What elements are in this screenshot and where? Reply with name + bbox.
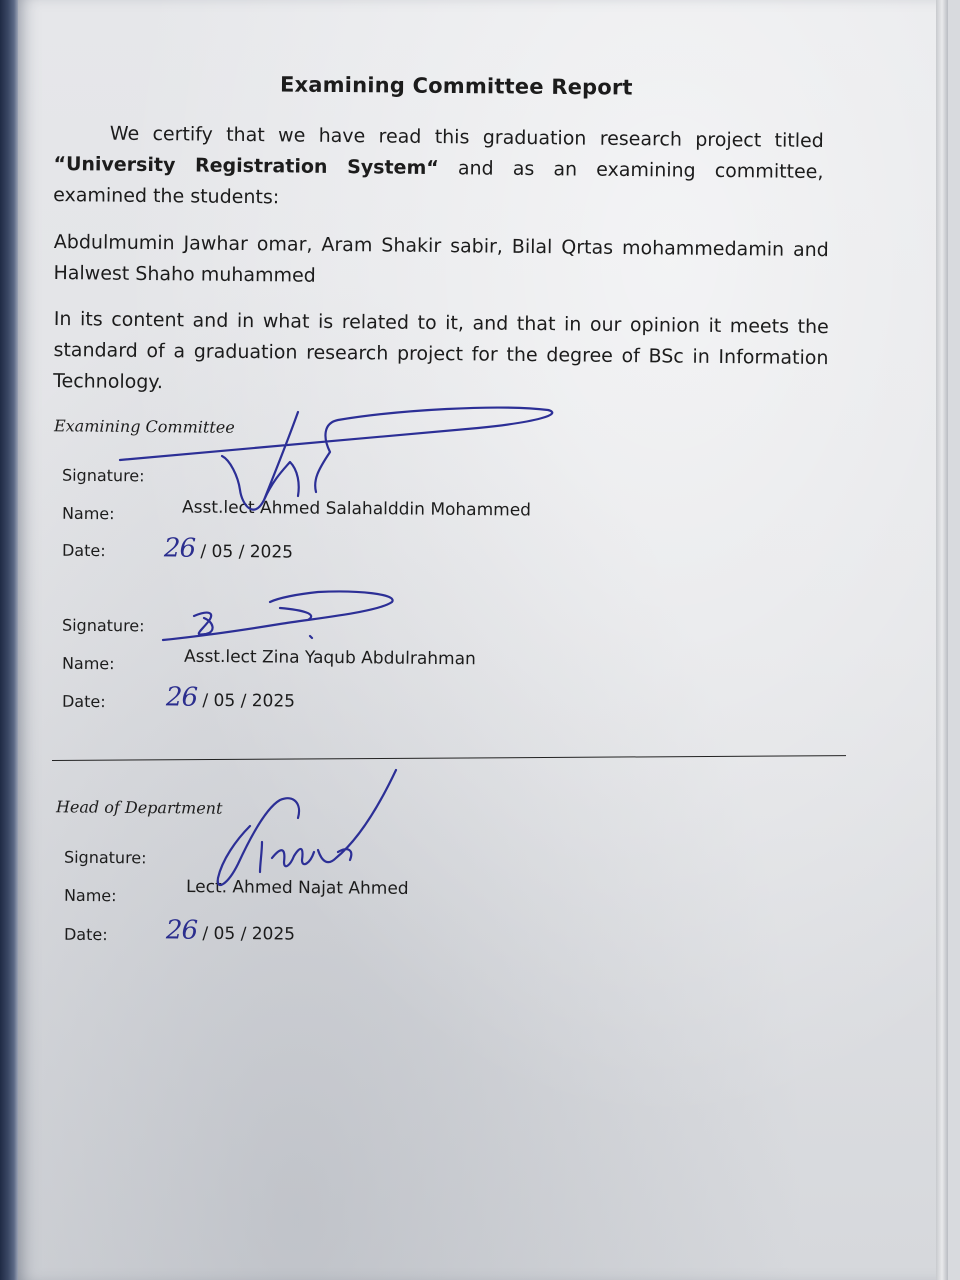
paragraph-indent xyxy=(54,139,110,140)
head-of-department-heading: Head of Department xyxy=(55,797,223,818)
member1-name: Asst.lect Ahmed Salahalddin Mohammed xyxy=(181,497,532,521)
member2-date-label: Date: xyxy=(61,691,106,712)
hod-date-day: 26 xyxy=(165,915,198,946)
member1-date-day: 26 xyxy=(163,533,196,564)
signature-3-scribble xyxy=(218,770,396,885)
member2-date xyxy=(166,682,295,713)
examining-committee-heading: Examining Committee xyxy=(53,416,235,437)
hod-signature-label: Signature: xyxy=(63,847,147,868)
hod-date xyxy=(166,915,295,946)
member2-name-label: Name: xyxy=(61,653,115,674)
member1-name-label: Name: xyxy=(61,503,115,524)
hod-date-rest: / 05 / 2025 xyxy=(202,923,296,945)
member2-date-rest: / 05 / 2025 xyxy=(202,690,296,712)
report-title: Examining Committee Report xyxy=(279,72,633,100)
project-title: “University Registration System“ xyxy=(53,152,439,180)
certification-lead: We certify that we have read this graduation research project titled xyxy=(109,122,824,153)
certification-paragraph xyxy=(53,118,824,219)
section-divider xyxy=(52,755,846,761)
signature-2-scribble xyxy=(163,591,393,640)
member1-signature-label: Signature: xyxy=(61,465,145,486)
report-page xyxy=(18,0,948,1280)
member1-date-rest: / 05 / 2025 xyxy=(200,541,294,563)
certification-tail: and as an examining committee, examined the students: xyxy=(53,157,824,209)
hod-date-label: Date: xyxy=(63,924,108,945)
conclusion-paragraph: In its content and in what is related to it, and that in our opinion it meets the standard of a graduation research project for the degree of BSc in Information Technology. xyxy=(53,307,829,394)
page-edge xyxy=(936,0,948,1280)
hod-name: Lect. Ahmed Najat Ahmed xyxy=(185,877,409,899)
member2-signature-label: Signature: xyxy=(61,615,145,636)
member2-date-day: 26 xyxy=(165,682,198,713)
hod-name-label: Name: xyxy=(63,885,117,906)
students-list: Abdulmumin Jawhar omar, Aram Shakir sabir, Bilal Qrtas mohammedamin and Halwest Shaho muhammed xyxy=(53,230,829,287)
member2-name: Asst.lect Zina Yaqub Abdulrahman xyxy=(183,646,476,670)
member1-date xyxy=(164,533,293,564)
member1-date-label: Date: xyxy=(61,540,106,561)
